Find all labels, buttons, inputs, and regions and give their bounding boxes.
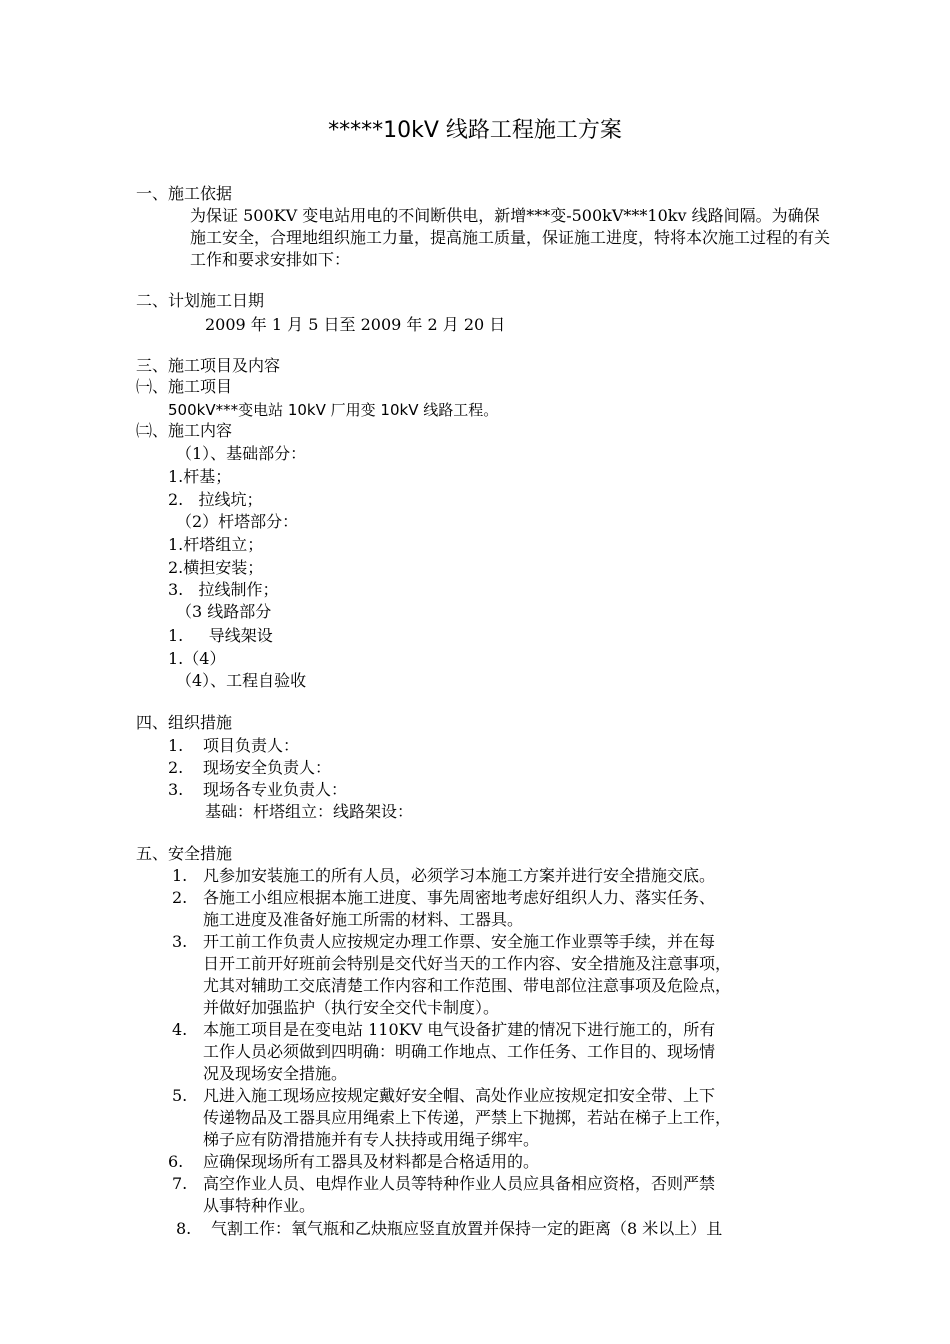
content-line: 1.杆基； [168,467,232,486]
list-text: 从事特种作业。 [203,1196,316,1215]
list-number: 3. [172,932,188,951]
content-line: 1.杆塔组立； [168,535,264,554]
list-number: 5. [172,1086,188,1105]
content-line: 3. 拉线制作； [168,580,279,599]
content-line: 1.（4） [168,649,226,668]
list-number: 4. [172,1020,188,1039]
list-number: 1. [172,866,188,885]
section-3-sub-1: ㈠、施工项目 [136,377,233,396]
list-text: 施工进度及准备好施工所需的材料、工器具。 [203,910,524,929]
list-number: 2. [172,888,188,907]
list-text: 传递物品及工器具应用绳索上下传递，严禁上下抛掷，若站在梯子上工作， [203,1108,732,1127]
content-line: （4）、工程自验收 [176,671,307,690]
list-text: 日开工前开好班前会特别是交代好当天的工作内容、安全措施及注意事项， [203,954,732,973]
list-number: 7. [172,1174,188,1193]
list-text: 各施工小组应根据本施工进度、事先周密地考虑好组织人力、落实任务、 [203,888,716,907]
content-line: （1）、基础部分： [176,444,307,463]
list-text: 工作人员必须做到四明确：明确工作地点、工作任务、工作目的、现场情 [203,1042,716,1061]
list-text: 凡参加安装施工的所有人员，必须学习本施工方案并进行安全措施交底。 [203,866,716,885]
section-3-heading: 三、施工项目及内容 [136,356,281,375]
project-name: 500kV***变电站 10kV 厂用变 10kV 线路工程。 [168,401,499,419]
list-text: 现场各专业负责人： [203,780,348,799]
section-1-heading: 一、施工依据 [136,184,233,203]
list-text: 况及现场安全措施。 [203,1064,348,1083]
list-text: 现场安全负责人： [203,758,332,777]
list-number: 1. [168,736,184,755]
content-line: （3 线路部分 [176,602,272,621]
content-line: （2）杆塔部分： [176,512,299,531]
list-text: 气割工作：氧气瓶和乙炔瓶应竖直放置并保持一定的距离（8 米以上）且 [211,1219,723,1238]
section-2-heading: 二、计划施工日期 [136,291,265,310]
content-line: 2. 拉线坑； [168,490,263,509]
construction-date: 2009 年 1 月 5 日至 2009 年 2 月 20 日 [205,315,506,334]
document-title: *****10kV 线路工程施工方案 [328,118,622,143]
list-number: 2. [168,758,184,777]
list-number: 3. [168,780,184,799]
list-text: 项目负责人： [203,736,300,755]
list-number: 8. [176,1219,192,1238]
section-1-body: 为保证 500KV 变电站用电的不间断供电，新增***变-500kV***10kv 线路间隔。为确保施工安全，合理地组织施工力量，提高施工质量，保证施工进度，特将本次施工过程的有关工作和要求安排如下： [190,206,831,269]
content-line: 1. 导线架设 [168,626,273,645]
list-text: 并做好加强监护（执行安全交代卡制度）。 [203,998,500,1017]
list-number: 6. [168,1152,184,1171]
list-text: 开工前工作负责人应按规定办理工作票、安全施工作业票等手续，并在每 [203,932,716,951]
section-4-heading: 四、组织措施 [136,713,233,732]
list-text: 应确保现场所有工器具及材料都是合格适用的。 [203,1152,540,1171]
list-text: 尤其对辅助工交底清楚工作内容和工作范围、带电部位注意事项及危险点， [203,976,732,995]
section-3-sub-2: ㈡、施工内容 [136,421,233,440]
list-text: 高空作业人员、电焊作业人员等特种作业人员应具备相应资格，否则严禁 [203,1174,716,1193]
list-text: 凡进入施工现场应按规定戴好安全帽、高处作业应按规定扣安全带、上下 [203,1086,716,1105]
responsible-fields: 基础：杆塔组立：线路架设： [205,802,414,821]
list-text: 梯子应有防滑措施并有专人扶持或用绳子绑牢。 [203,1130,540,1149]
content-line: 2.横担安装； [168,558,264,577]
list-text: 本施工项目是在变电站 110KV 电气设备扩建的情况下进行施工的，所有 [203,1020,716,1039]
section-5-heading: 五、安全措施 [136,844,233,863]
